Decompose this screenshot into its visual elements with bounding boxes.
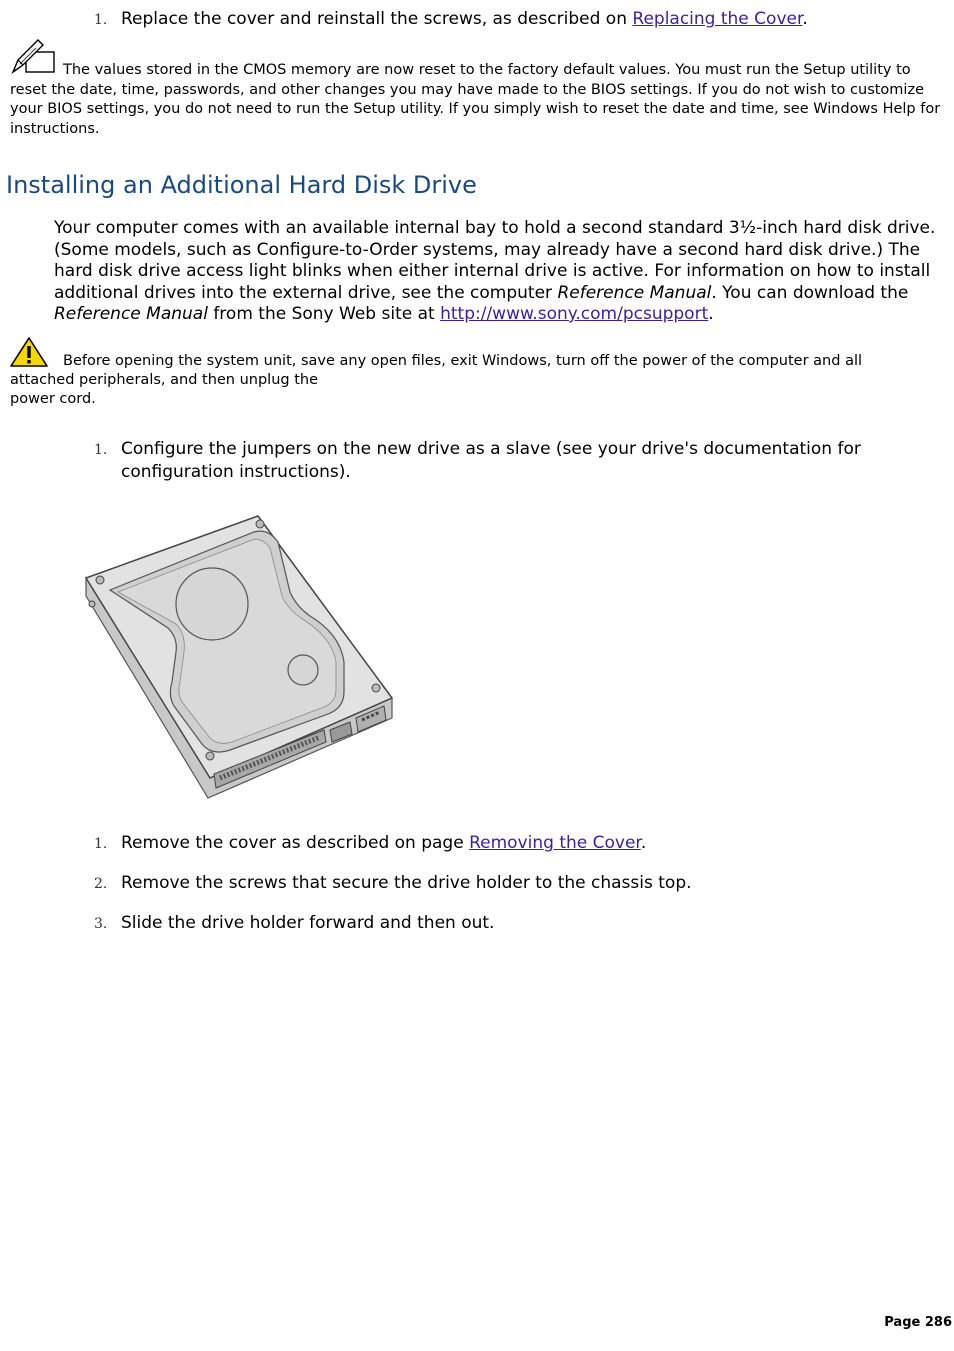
step-configure-jumpers: Configure the jumpers on the new drive as a slave (see your drive's documentation for configuration instructions). xyxy=(121,439,861,482)
intro-text-3: from the Sony Web site at xyxy=(207,304,441,324)
section-title: Installing an Additional Hard Disk Drive xyxy=(6,171,477,199)
step-text: Remove the cover as described on page xyxy=(121,833,470,853)
hard-disk-drive-illustration xyxy=(82,512,397,804)
replacing-cover-link[interactable]: Replacing the Cover xyxy=(632,9,803,29)
step-number: 1. xyxy=(94,836,108,852)
intro-text-1: Your computer comes with an available internal bay to hold a second standard 3½-inch hard disk drive. (Some models, such as Configure-to-Order systems, may already have a second hard disk drive.) The hard disk drive access light blinks when either internal drive is active. For information on how to install additional drives into the external drive, see the computer xyxy=(54,218,936,303)
step-number: 1. xyxy=(94,442,108,458)
step-remove-cover xyxy=(121,832,921,855)
removing-cover-link[interactable]: Removing the Cover xyxy=(469,833,641,853)
sony-support-link[interactable]: http://www.sony.com/pcsupport xyxy=(440,304,709,324)
step-number: 3. xyxy=(94,916,108,932)
reference-manual-text: Reference Manual xyxy=(557,282,712,303)
intro-text-4: . xyxy=(708,304,714,324)
step-number: 2. xyxy=(94,876,108,892)
page-number: Page 286 xyxy=(884,1315,952,1330)
step-slide-holder: Slide the drive holder forward and then out. xyxy=(121,913,495,933)
warning-icon xyxy=(9,336,49,368)
step-text-end: . xyxy=(640,833,647,853)
step-number: 1. xyxy=(94,12,108,28)
step-replace-cover xyxy=(121,8,921,31)
intro-text-2: . You can download the xyxy=(711,282,909,303)
warning-line-3: power cord. xyxy=(10,391,96,407)
note-cmos-reset: The values stored in the CMOS memory are now reset to the factory default values. You must run the Setup utility to reset the date, time, passwords, and other changes you may have made to the BIOS settings. If you do not wish to customize your BIOS settings, you do not need to run the Setup utility. If you simply wish to reset the date and time, see Windows Help for instructions. xyxy=(10,62,941,137)
step-text-end: . xyxy=(802,9,808,29)
step-text: Replace the cover and reinstall the screws, as described on xyxy=(121,9,633,29)
warning-line-1: Before opening the system unit, save any open files, exit Windows, turn off the power of the computer and all xyxy=(63,353,863,369)
reference-manual-text-2: Reference Manual xyxy=(54,304,208,324)
warning-line-2: attached peripherals, and then unplug the xyxy=(10,372,319,388)
step-remove-screws: Remove the screws that secure the drive holder to the chassis top. xyxy=(121,873,692,893)
intro-paragraph xyxy=(54,218,949,326)
